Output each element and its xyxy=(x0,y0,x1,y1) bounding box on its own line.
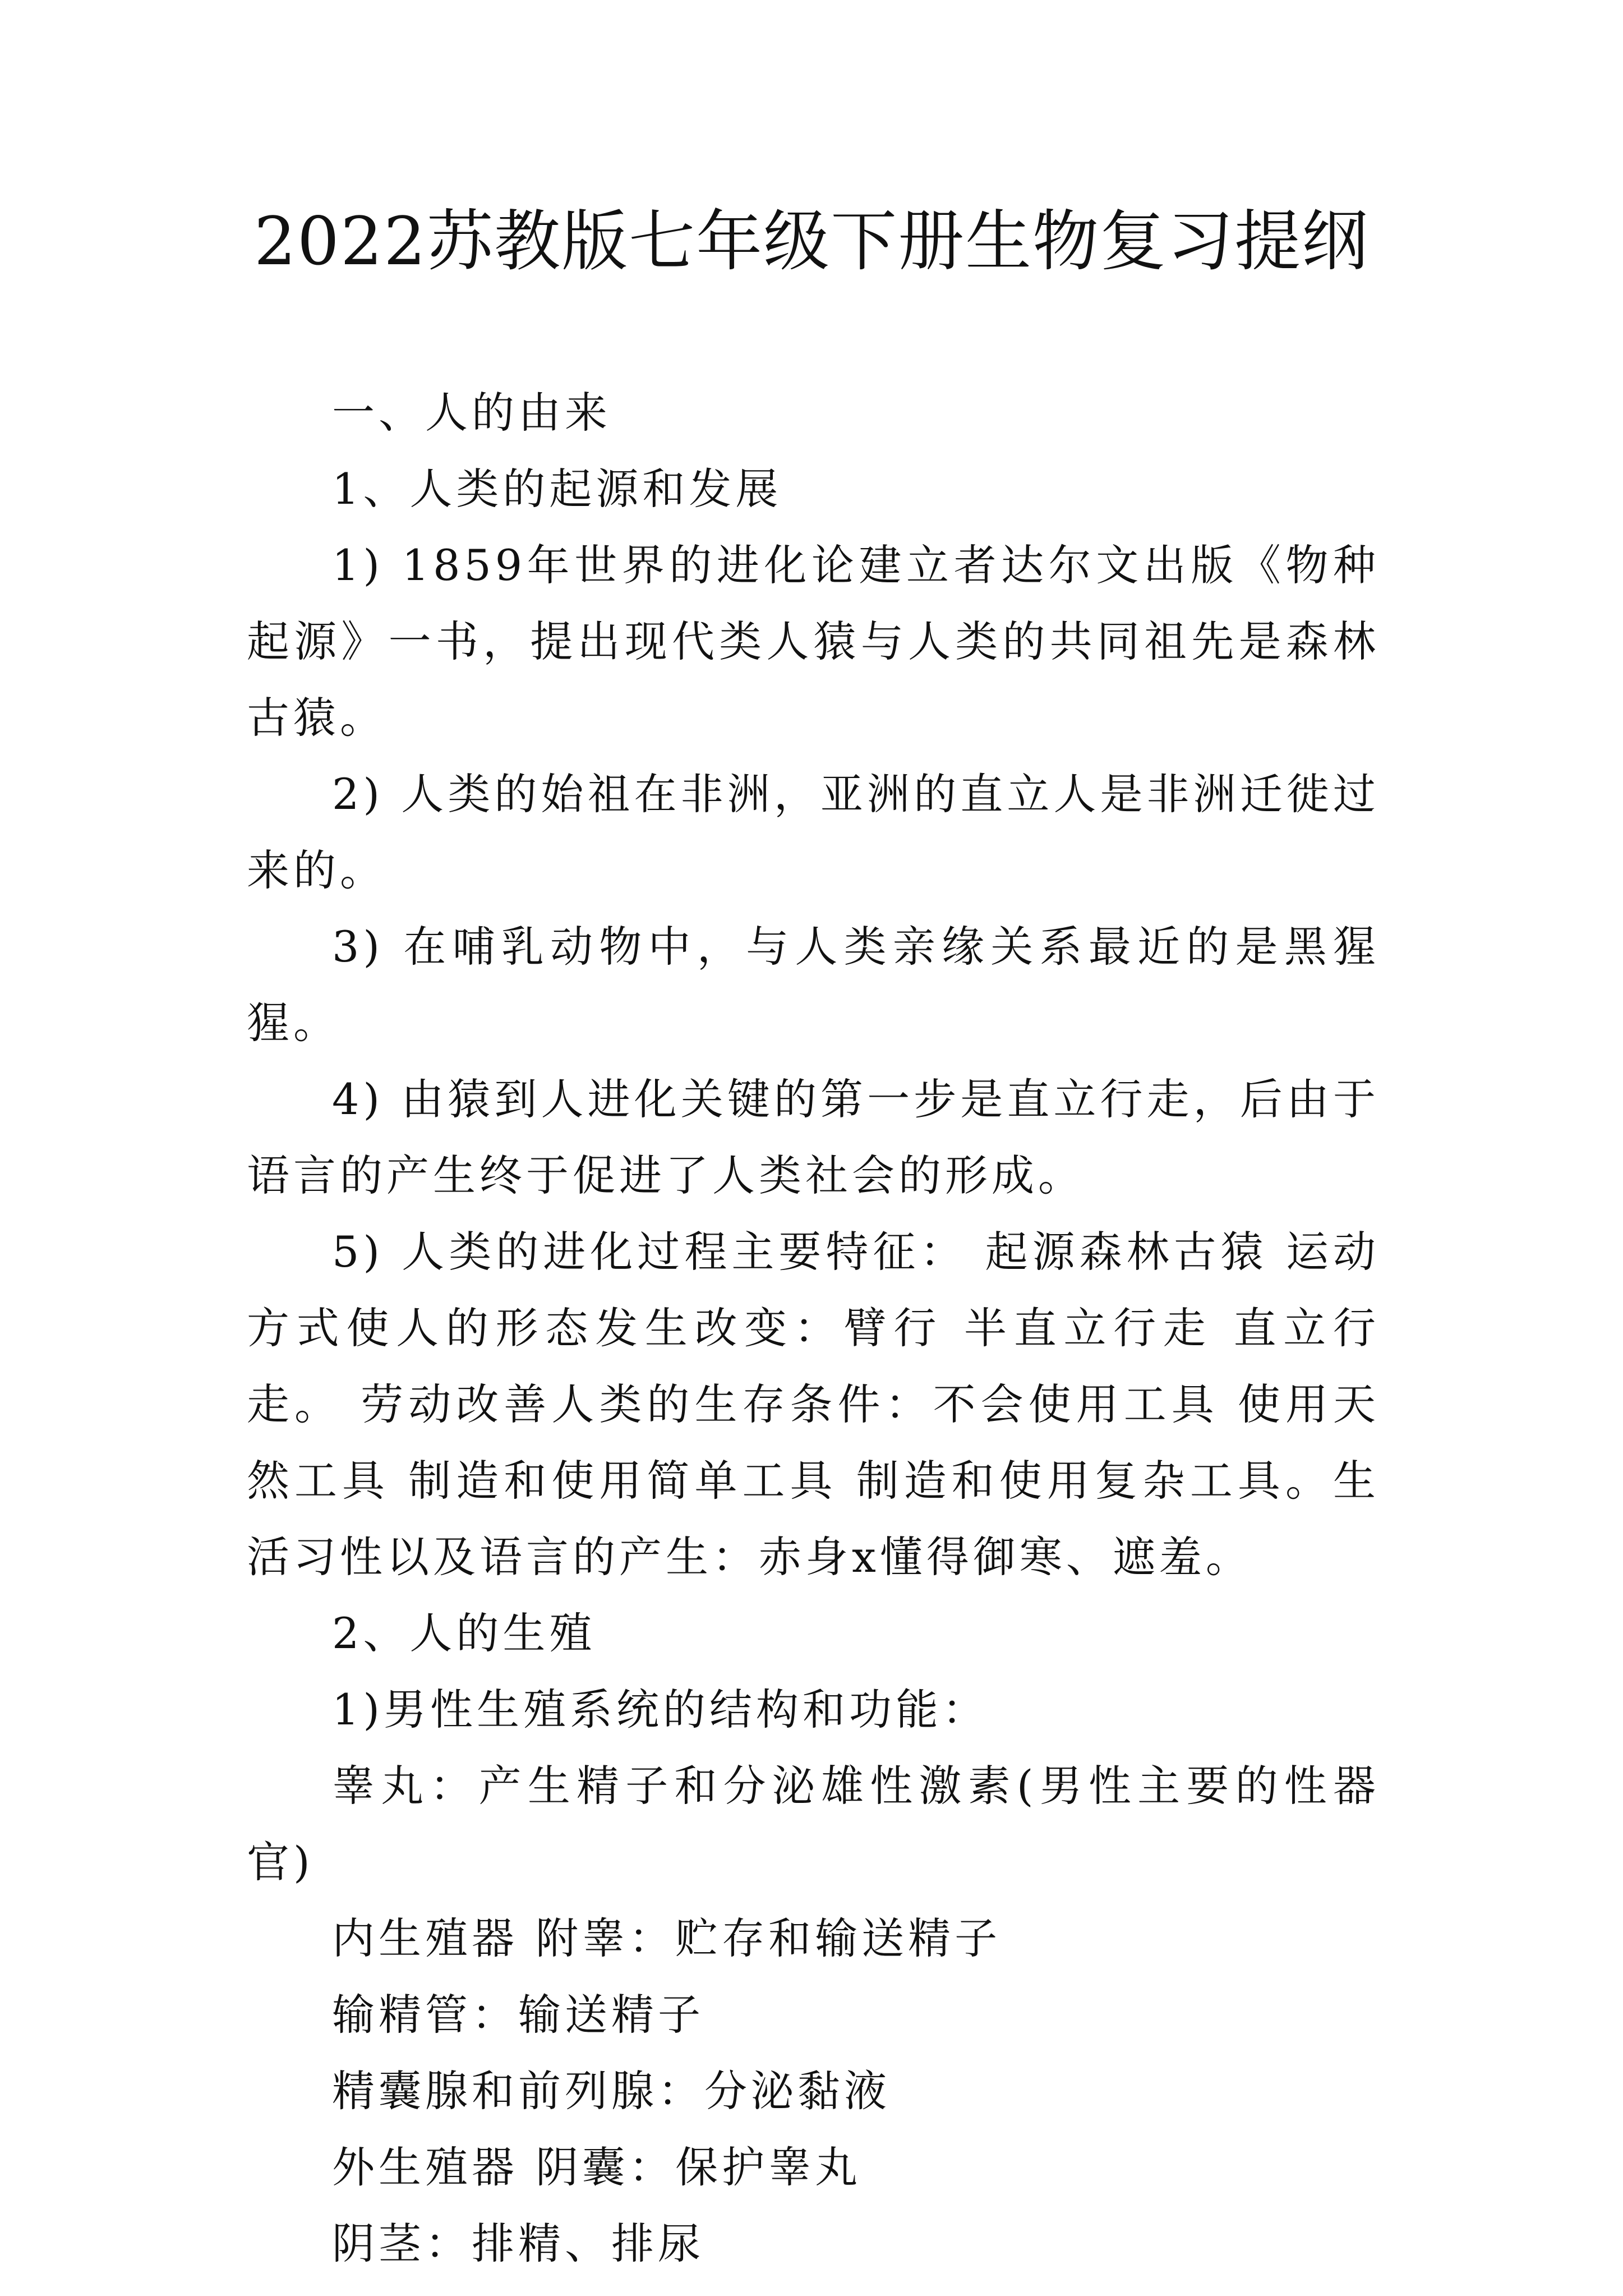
paragraph: 1) 1859年世界的进化论建立者达尔文出版《物种起源》一书，提出现代类人猿与人类的共同祖先是森林古猿。 xyxy=(247,540,1380,743)
list-item: 睾丸：产生精子和分泌雄性激素(男性主要的性器官) xyxy=(247,1761,1380,1887)
list-item: 外生殖器 阴囊：保护睾丸 xyxy=(332,2142,862,2192)
subsection-heading: 1、人类的起源和发展 xyxy=(332,464,782,514)
list-item: 输精管：输送精子 xyxy=(332,1990,704,2040)
subsection-heading: 2、人的生殖 xyxy=(332,1608,596,1658)
list-item: 精囊腺和前列腺：分泌黏液 xyxy=(332,2066,891,2116)
paragraph: 5) 人类的进化过程主要特征： 起源森林古猿 运动方式使人的形态发生改变：臂行 半直立行走 直立行走。 劳动改善人类的生存条件：不会使用工具 使用天然工具 制造和使用简单工具 制造和使用复杂工具。生活习性以及语言的产生：赤身x懂得御寒、遮羞。 xyxy=(247,1227,1380,1582)
paragraph: 1)男性生殖系统的结构和功能： xyxy=(332,1685,989,1734)
paragraph: 3) 在哺乳动物中，与人类亲缘关系最近的是黑猩猩。 xyxy=(247,922,1380,1048)
list-item: 内生殖器 附睾：贮存和输送精子 xyxy=(332,1913,1002,1963)
section-heading: 一、人的由来 xyxy=(332,388,611,438)
document-body xyxy=(247,375,1380,2282)
paragraph: 4) 由猿到人进化关键的第一步是直立行走，后由于语言的产生终于促进了人类社会的形成。 xyxy=(247,1074,1380,1200)
paragraph: 2) 人类的始祖在非洲，亚洲的直立人是非洲迁徙过来的。 xyxy=(247,769,1380,895)
document-title: 2022苏教版七年级下册生物复习提纲 xyxy=(253,203,1370,280)
list-item: 阴茎：排精、排尿 xyxy=(332,2219,704,2269)
